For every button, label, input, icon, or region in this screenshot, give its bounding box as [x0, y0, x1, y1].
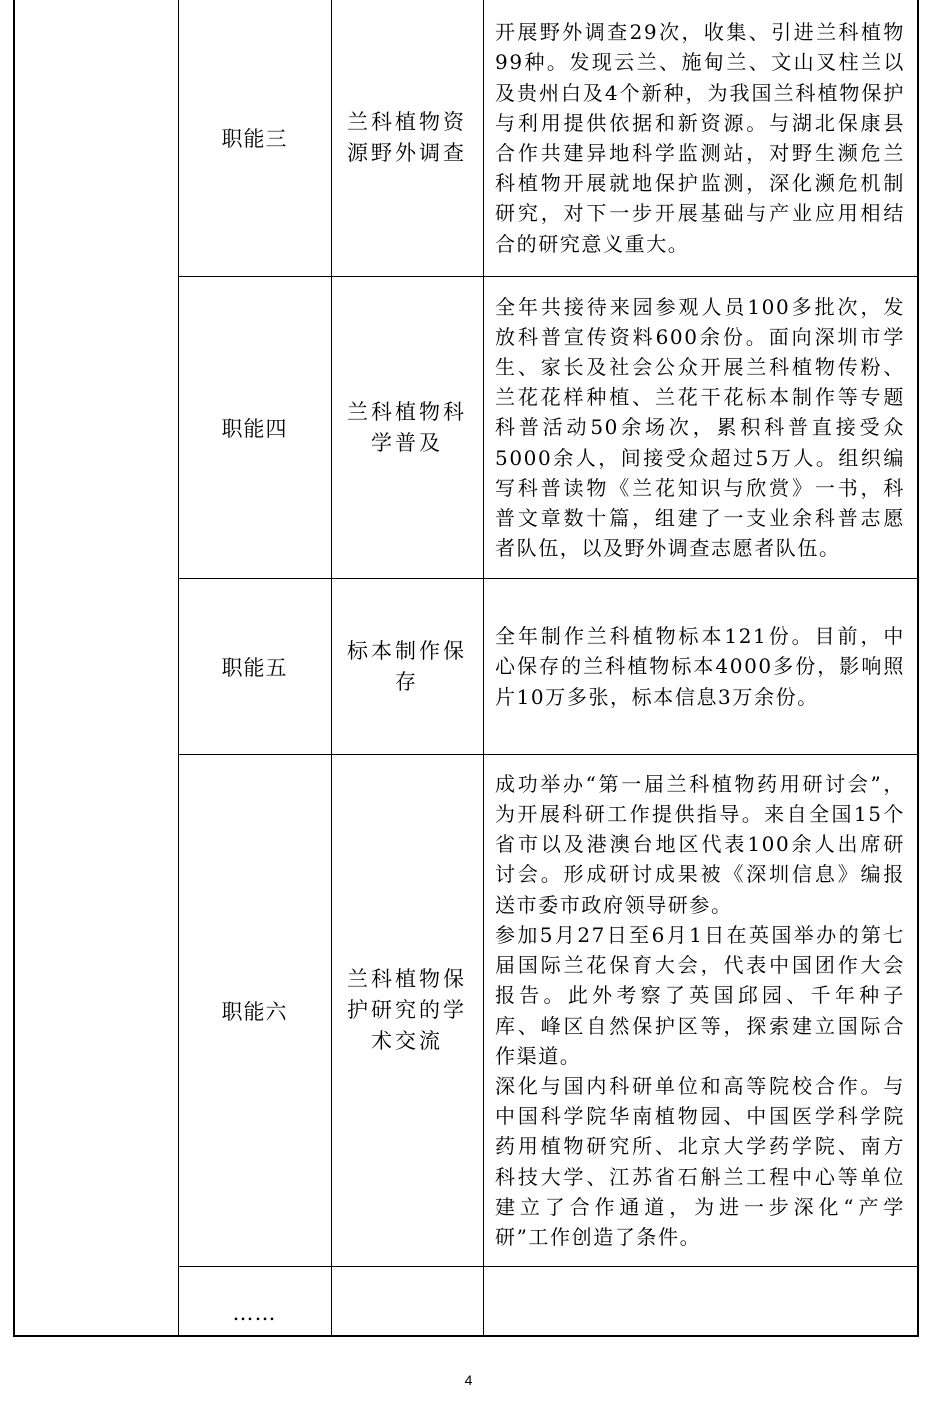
- description-paragraph: 深化与国内科研单位和高等院校合作。与中国科学院华南植物园、中国医学科学院药用植物研究所、北京大学药学院、南方科技大学、江苏省石斛兰工程中心等单位建立了合作通道，为进一步深化“产学研”工作创造了条件。: [495, 1073, 905, 1249]
- table-row: [178, 1267, 917, 1335]
- table-row: [178, 579, 917, 755]
- function-name: 兰科植物保护研究的学术交流: [347, 967, 467, 1053]
- function-label: 职能六: [221, 999, 288, 1024]
- report-table: [13, 0, 919, 1337]
- function-description: [483, 0, 917, 276]
- function-label: 职能五: [221, 655, 288, 680]
- page-number: 4: [464, 1372, 473, 1388]
- table-row: [178, 0, 917, 277]
- function-description: [483, 277, 917, 578]
- function-label: 职能三: [221, 127, 288, 151]
- table-row: [178, 755, 917, 1267]
- description-paragraph: 全年制作兰科植物标本121份。目前，中心保存的兰科植物标本4000多份，影响照片10万多张，标本信息3万余份。: [495, 624, 905, 709]
- description-paragraph: 全年共接待来园参观人员100多批次，发放科普宣传资料600余份。面向深圳市学生、家长及社会公众开展兰科植物传粉、兰花花样种植、兰花干花标本制作等专题科普活动50余场次，累积科普直接受众5000余人，间接受众超过5万人。组织编写科普读物《兰花知识与欣赏》一书，科普文章数十篇，组建了一支业余科普志愿者队伍，以及野外调查志愿者队伍。: [495, 294, 905, 561]
- function-description: [483, 1267, 917, 1335]
- function-description: [483, 579, 917, 754]
- table-row: [178, 277, 917, 579]
- description-paragraph: 开展野外调查29次，收集、引进兰科植物99种。发现云兰、施甸兰、文山叉柱兰以及贵州白及4个新种，为我国兰科植物保护与利用提供依据和新资源。与湖北保康县合作共建异地科学监测站，对野生濒危兰科植物开展就地保护监测，深化濒危机制研究，对下一步开展基础与产业应用相结合的研究意义重大。: [495, 20, 905, 256]
- function-name: 兰科植物资源野外调查: [347, 110, 467, 165]
- function-name: [331, 1267, 483, 1335]
- function-name: 标本制作保存: [347, 638, 467, 694]
- function-name: 兰科植物科学普及: [347, 399, 467, 455]
- description-paragraph: 成功举办“第一届兰科植物药用研讨会”，为开展科研工作提供指导。来自全国15个省市以及港澳台地区代表100余人出席研讨会。形成研讨成果被《深圳信息》编报送市委市政府领导研参。: [495, 771, 905, 917]
- function-description: [483, 755, 917, 1266]
- description-paragraph: 参加5月27日至6月1日在英国举办的第七届国际兰花保育大会，代表中国团作大会报告。此外考察了英国邱园、千年种子库、峰区自然保护区等，探索建立国际合作渠道。: [495, 922, 905, 1068]
- function-label: 职能四: [221, 416, 288, 441]
- ellipsis-label: ……: [232, 1301, 277, 1325]
